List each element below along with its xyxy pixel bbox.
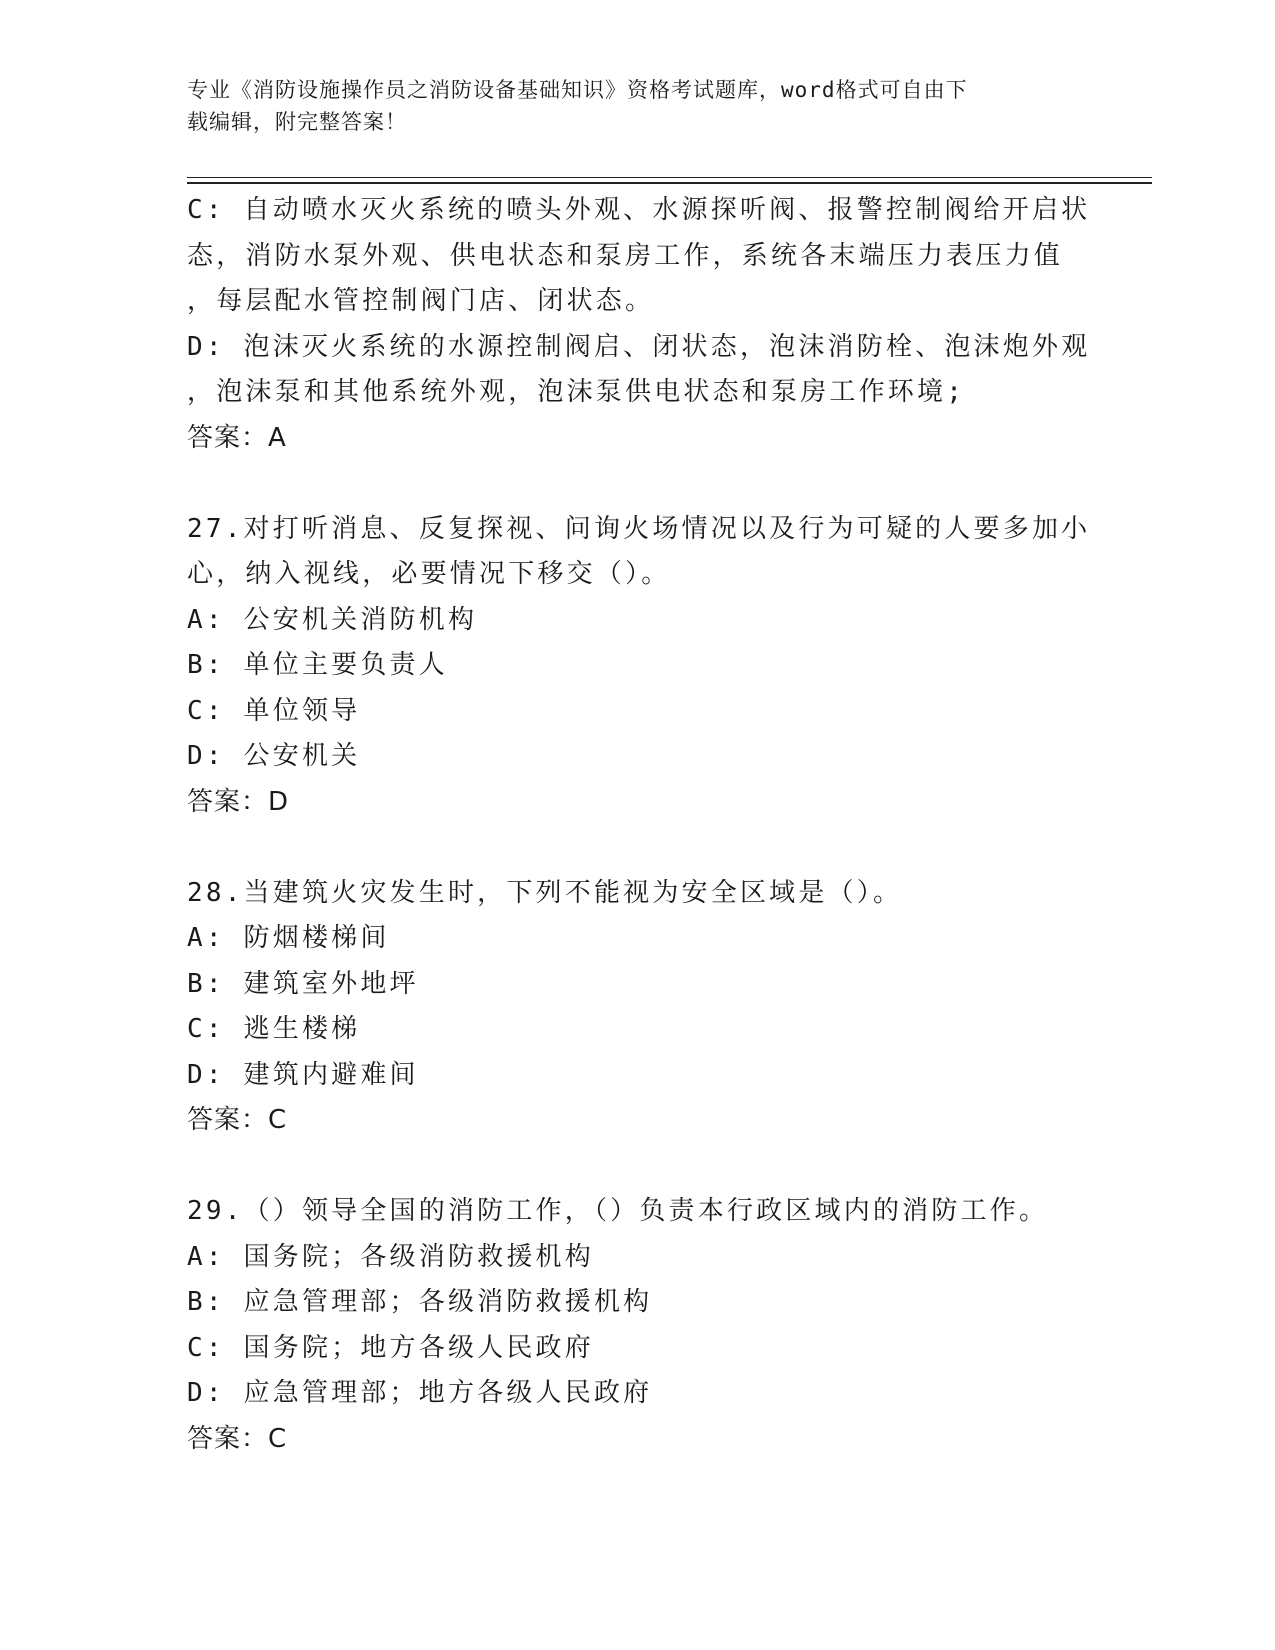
option-c: C: 国务院；地方各级人民政府	[187, 1332, 594, 1363]
header-line-1: 专业《消防设施操作员之消防设备基础知识》资格考试题库，word格式可自由下	[187, 78, 968, 102]
option-d-line: ，泡沫泵和其他系统外观，泡沫泵供电状态和泵房工作环境;	[187, 377, 966, 407]
question-stem: 27.对打听消息、反复探视、问询火场情况以及行为可疑的人要多加小	[187, 513, 1091, 544]
answer-label: 答案：A	[187, 422, 287, 453]
answer-label: 答案：C	[187, 1423, 288, 1454]
header-line-2: 载编辑，附完整答案！	[187, 110, 407, 134]
option-b: B: 建筑室外地坪	[187, 968, 419, 999]
question-26-continued	[187, 188, 1091, 461]
option-d: D: 应急管理部；地方各级人民政府	[187, 1378, 653, 1408]
option-c: C: 逃生楼梯	[187, 1014, 361, 1044]
option-d: D: 公安机关	[187, 741, 361, 771]
question-28	[187, 871, 1087, 1144]
option-b: B: 单位主要负责人	[187, 650, 448, 680]
question-stem: 28.当建筑火灾发生时，下列不能视为安全区域是（）。	[187, 877, 903, 908]
header-rule-thick	[187, 182, 1152, 184]
option-a: A: 国务院；各级消防救援机构	[187, 1241, 594, 1272]
spacer	[187, 461, 1087, 507]
option-a: A: 公安机关消防机构	[187, 604, 478, 635]
answer-label: 答案：C	[187, 1105, 288, 1135]
option-b: B: 应急管理部；各级消防救援机构	[187, 1287, 653, 1317]
question-27	[187, 507, 1091, 826]
answer-label: 答案：D	[187, 786, 290, 817]
option-d-line: D: 泡沫灭火系统的水源控制阀启、闭状态，泡沫消防栓、泡沫炮外观	[187, 331, 1091, 362]
spacer	[187, 1144, 1087, 1190]
option-c: C: 单位领导	[187, 695, 361, 726]
question-stem: 29.（）领导全国的消防工作，（）负责本行政区域内的消防工作。	[187, 1196, 1049, 1226]
option-c-line: 态，消防水泵外观、供电状态和泵房工作，系统各末端压力表压力值	[187, 240, 1064, 271]
question-29	[187, 1189, 1087, 1462]
question-list	[187, 188, 1091, 1462]
header-rule-thin	[187, 177, 1152, 178]
option-d: D: 建筑内避难间	[187, 1059, 419, 1090]
spacer	[187, 825, 1087, 871]
option-c-line: ，每层配水管控制阀门店、闭状态。	[187, 286, 655, 316]
document-header	[187, 74, 1087, 138]
option-c-line: C: 自动喷水灭火系统的喷头外观、水源探听阀、报警控制阀给开启状	[187, 195, 1091, 225]
option-a: A: 防烟楼梯间	[187, 923, 390, 953]
question-stem: 心，纳入视线，必要情况下移交（）。	[187, 559, 671, 589]
